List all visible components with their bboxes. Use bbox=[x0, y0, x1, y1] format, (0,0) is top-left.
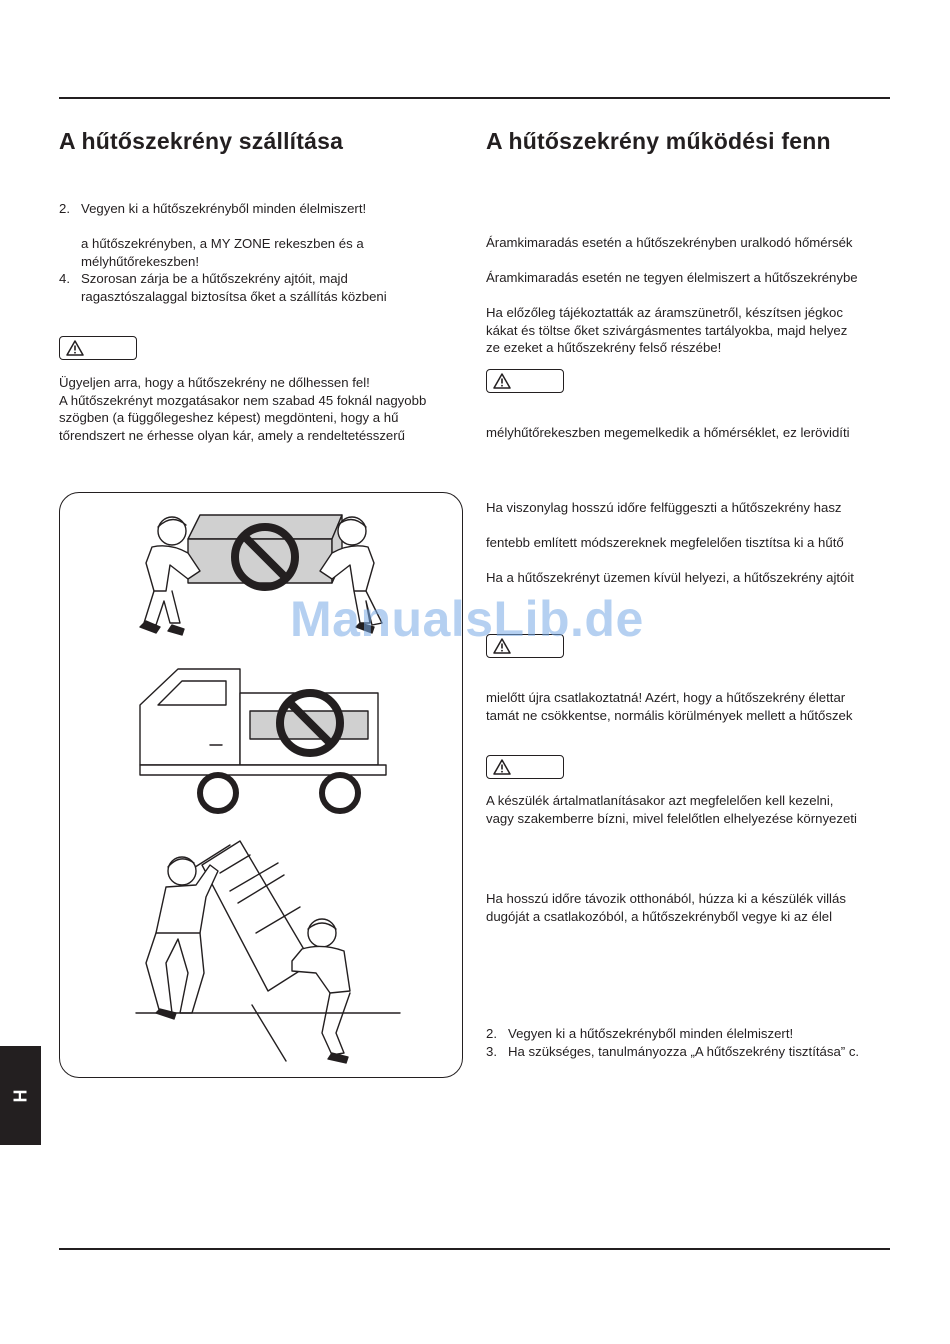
list-item bbox=[59, 270, 387, 305]
warning-label-box bbox=[486, 369, 564, 393]
right-paragraph bbox=[486, 890, 846, 925]
list-item bbox=[486, 1043, 859, 1061]
list-number: 2. bbox=[486, 1026, 497, 1041]
list-continuation bbox=[59, 235, 364, 270]
text-line: tamát ne csökkentse, normális körülmények mellett a hűtőszek bbox=[486, 707, 853, 723]
warning-triangle-icon bbox=[66, 340, 84, 356]
left-title: A hűtőszekrény szállítása bbox=[59, 128, 344, 154]
right-list bbox=[486, 1025, 859, 1060]
right-title: A hűtőszekrény működési fenn bbox=[486, 128, 831, 154]
list-item bbox=[59, 200, 366, 218]
language-side-tab bbox=[0, 1046, 41, 1145]
list-text: Vegyen ki a hűtőszekrényből minden élelmiszert! bbox=[81, 201, 367, 216]
right-paragraph bbox=[486, 689, 852, 724]
right-paragraph: Áramkimaradás esetén ne tegyen élelmiszert a hűtőszekrénybe bbox=[486, 270, 858, 285]
warning-triangle-icon bbox=[493, 759, 511, 775]
text-line: A hűtőszekrényt mozgatásakor nem szabad 45 foknál nagyobb bbox=[59, 392, 427, 408]
watermark: ManualsLib.de bbox=[290, 591, 644, 647]
warning-label-box bbox=[59, 336, 137, 360]
right-paragraph bbox=[486, 304, 847, 357]
list-text: Vegyen ki a hűtőszekrényből minden élelmiszert! bbox=[508, 1026, 794, 1041]
warning-triangle-icon bbox=[493, 373, 511, 389]
right-paragraph: Ha viszonylag hosszú időre felfüggeszti a hűtőszekrény hasz bbox=[486, 500, 842, 515]
text-line: tőrendszert ne érhesse olyan kár, amely a rendeltetésszerű bbox=[59, 427, 405, 443]
text-line: Ügyeljen arra, hogy a hűtőszekrény ne dőlhessen fel! bbox=[59, 375, 370, 390]
right-paragraph: mélyhűtőrekeszben megemelkedik a hőmérséklet, ez lerövidíti bbox=[486, 425, 850, 440]
text-line: a hűtőszekrényben, a MY ZONE rekeszben és a bbox=[81, 236, 364, 251]
bottom-rule bbox=[59, 1248, 890, 1250]
text-line: Ha hosszú időre távozik otthonából, húzza ki a készülék villás bbox=[486, 891, 846, 906]
text-line: Ha előzőleg tájékoztatták az áramszünetről, készítsen jégkoc bbox=[486, 305, 843, 320]
text-line: ragasztószalaggal biztosítsa őket a szállítás közbeni bbox=[81, 288, 387, 304]
list-item bbox=[486, 1025, 859, 1043]
list-number: 2. bbox=[59, 201, 70, 216]
right-paragraph: Áramkimaradás esetén a hűtőszekrényben uralkodó hőmérsék bbox=[486, 235, 853, 250]
text-line: A készülék ártalmatlanításakor azt megfelelően kell kezelni, bbox=[486, 793, 834, 808]
right-paragraph bbox=[486, 792, 857, 827]
text-line: mielőtt újra csatlakoztatná! Azért, hogy a hűtőszekrény élettar bbox=[486, 690, 846, 705]
transport-illustration bbox=[59, 492, 463, 1078]
warning-label-box bbox=[486, 755, 564, 779]
right-paragraph: fentebb említett módszereknek megfelelően tisztítsa ki a hűtő bbox=[486, 535, 844, 550]
text-line: ze ezeket a hűtőszekrény felső részébe! bbox=[486, 340, 722, 355]
list-text: Ha szükséges, tanulmányozza „A hűtőszekrény tisztítása” c. bbox=[508, 1043, 860, 1059]
text-line: dugóját a csatlakozóból, a hűtőszekrényből vegye ki az élel bbox=[486, 908, 833, 924]
list-number: 4. bbox=[59, 271, 70, 286]
top-rule bbox=[59, 97, 890, 99]
text-line: mélyhűtőrekeszben! bbox=[81, 253, 200, 269]
list-text: Szorosan zárja be a hűtőszekrény ajtóit, majd bbox=[81, 271, 348, 286]
language-code: H bbox=[10, 1089, 30, 1102]
text-line: kákat és töltse őket szivárgásmentes tartályokba, majd helyez bbox=[486, 322, 848, 338]
people-tilting-fridge-icon bbox=[136, 841, 400, 1063]
text-line: szögben (a függőlegeshez képest) megdönteni, hogy a hű bbox=[59, 410, 399, 425]
truck-with-lying-fridge-icon bbox=[140, 669, 386, 811]
list-number: 3. bbox=[486, 1043, 497, 1059]
warning-paragraph bbox=[59, 374, 426, 444]
right-paragraph: Ha a hűtőszekrényt üzemen kívül helyezi, a hűtőszekrény ajtóit bbox=[486, 570, 854, 585]
text-line: vagy szakemberre bízni, mivel felelőtlen elhelyezése környezeti bbox=[486, 810, 857, 826]
